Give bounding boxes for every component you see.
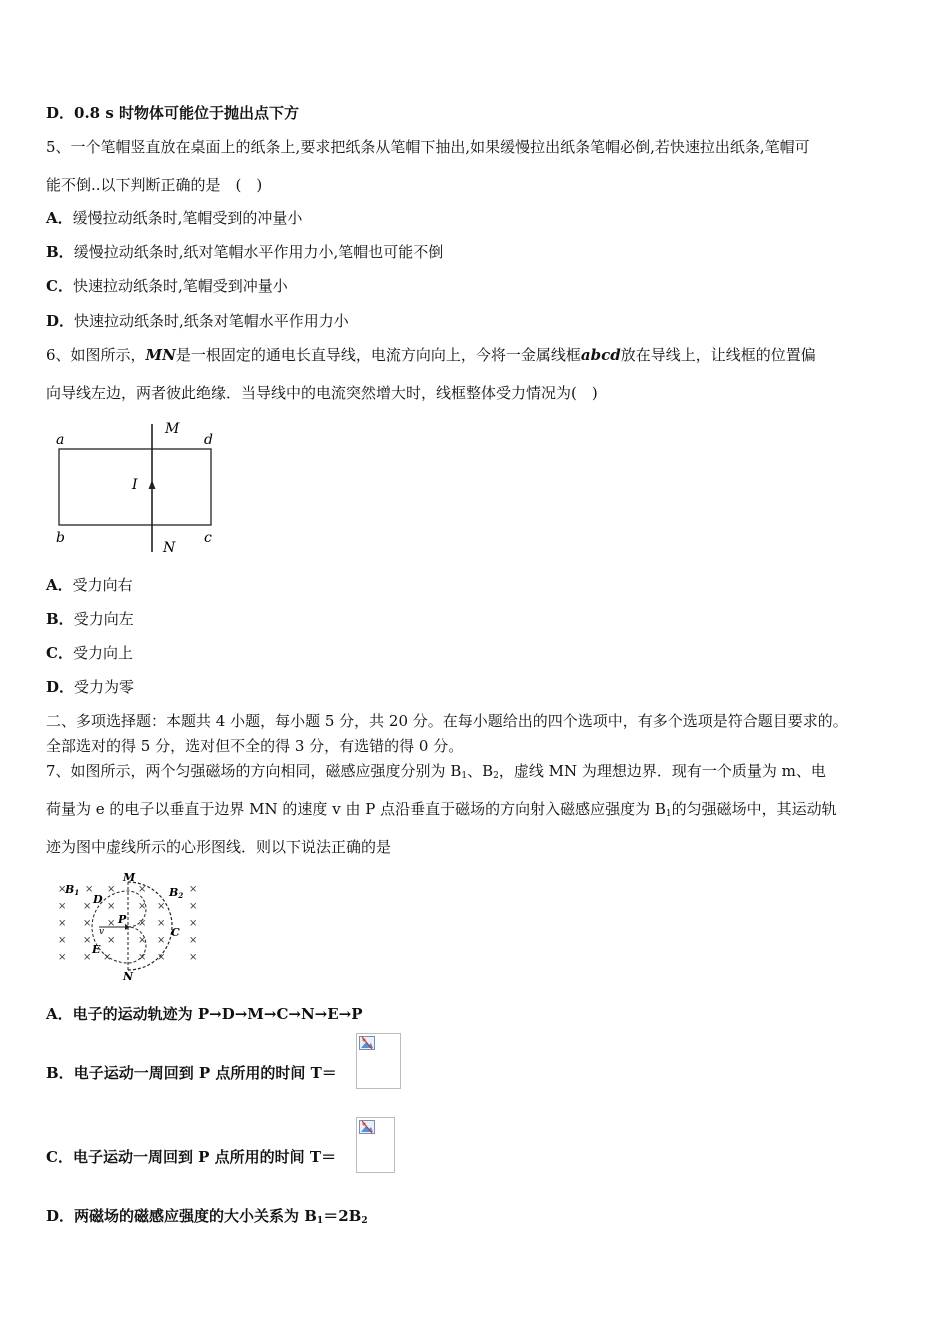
option-text: ＝2B <box>323 1207 362 1225</box>
svg-text:×: × <box>85 884 94 895</box>
label-a: a <box>56 432 65 448</box>
q5-stem-line2: 能不倒..以下判断正确的是 ( ) <box>46 176 263 194</box>
svg-text:×: × <box>138 884 147 895</box>
svg-text:×: × <box>58 935 67 946</box>
option-text: 电子运动一周回到 P 点所用的时间 T＝ <box>73 1064 337 1082</box>
q5-stem-line1: 5、一个笔帽竖直放在桌面上的纸条上,要求把纸条从笔帽下抽出,如果缓慢拉出纸条笔帽必倒,若快速拉出纸条,笔帽可 <box>46 138 810 156</box>
label-d: d <box>204 432 213 448</box>
option-label: A． <box>46 576 73 594</box>
svg-text:×: × <box>189 952 198 963</box>
q7-stem-line1 <box>46 761 826 786</box>
label-e: E <box>92 943 101 956</box>
option-text: 缓慢拉动纸条时,纸对笔帽水平作用力小,笔帽也可能不倒 <box>73 243 444 261</box>
svg-text:×: × <box>103 952 112 963</box>
option-label: A． <box>46 1005 73 1023</box>
q7-stem-part: ，虚线 MN 为理想边界．现有一个质量为 m、电 <box>498 762 826 780</box>
subscript: 1 <box>665 809 672 819</box>
option-text: 受力为零 <box>74 678 135 696</box>
svg-text:×: × <box>107 935 116 946</box>
svg-text:×: × <box>138 952 147 963</box>
broken-image-icon <box>359 1120 375 1134</box>
q5-option-a <box>46 208 302 228</box>
svg-text:×: × <box>58 952 67 963</box>
option-text: 缓慢拉动纸条时,笔帽受到的冲量小 <box>72 209 303 227</box>
svg-text:×: × <box>83 952 92 963</box>
option-text: 快速拉动纸条时,纸条对笔帽水平作用力小 <box>74 312 349 330</box>
svg-text:×: × <box>157 952 166 963</box>
svg-text:×: × <box>107 901 116 912</box>
label-i: I <box>132 477 138 493</box>
q6-option-c <box>46 643 133 663</box>
svg-text:×: × <box>138 935 147 946</box>
label-m: M <box>165 421 180 437</box>
label-p: P <box>118 913 127 926</box>
q7-option-a <box>46 1004 363 1024</box>
subscript: 2 <box>493 771 499 781</box>
q7-stem-part: 7、如图所示，两个匀强磁场的方向相同，磁感应强度分别为 B <box>46 762 462 780</box>
option-label: D． <box>46 678 75 696</box>
option-text: 电子运动一周回到 P 点所用的时间 T＝ <box>72 1148 337 1166</box>
svg-text:×: × <box>157 935 166 946</box>
q7-option-c <box>46 1147 336 1167</box>
option-text: 受力向上 <box>72 644 133 662</box>
label-n: N <box>163 540 176 556</box>
svg-text:×: × <box>189 901 198 912</box>
section2-line2: 全部选对的得 5 分，选对但不全的得 3 分，有选错的得 0 分。 <box>46 737 464 755</box>
svg-text:×: × <box>189 935 198 946</box>
label-b: b <box>56 530 65 546</box>
svg-text:×: × <box>138 901 147 912</box>
option-label: D． <box>46 1207 75 1225</box>
option-label: B． <box>46 1064 74 1082</box>
q7-stem-line3: 迹为图中虚线所示的心形图线．则以下说法正确的是 <box>46 838 392 856</box>
svg-text:×: × <box>83 901 92 912</box>
q6-stem-part: 是一根固定的通电长直导线，电流方向向上，今将一金属线框 <box>175 346 581 364</box>
q6-option-b <box>46 609 134 629</box>
q6-stem-line2: 向导线左边，两者彼此绝缘．当导线中的电流突然增大时，线框整体受力情况为( ) <box>46 384 598 402</box>
section2-line1: 二、多项选择题：本题共 4 小题，每小题 5 分，共 20 分。在每小题给出的四个选项中，有多个选项是符合题目要求的。 <box>46 712 848 730</box>
label-n: N <box>123 970 134 982</box>
svg-text:×: × <box>189 918 198 929</box>
q6-stem-part: 放在导线上，让线框的位置偏 <box>620 346 816 364</box>
q5-option-c <box>46 276 288 296</box>
label-v: v <box>99 927 105 937</box>
svg-text:×: × <box>58 901 67 912</box>
option-label: C． <box>46 644 73 662</box>
option-label: C． <box>46 277 73 295</box>
label-b1: B1 <box>65 883 80 897</box>
option-label: D． <box>46 312 75 330</box>
svg-text:×: × <box>138 918 147 929</box>
option-label: B． <box>46 243 74 261</box>
label-d: D <box>93 893 103 906</box>
label-b2: B2 <box>169 886 184 900</box>
q7-stem-part: 、B <box>467 762 494 780</box>
option-text: 电子的运动轨迹为 P→D→M→C→N→E→P <box>72 1005 363 1023</box>
option-text: 0.8 s 时物体可能位于抛出点下方 <box>74 104 300 122</box>
q6-figure <box>50 418 230 560</box>
q6-option-a <box>46 575 133 595</box>
q6-option-d <box>46 677 134 697</box>
q7-option-b <box>46 1063 337 1083</box>
q5-option-d <box>46 311 349 331</box>
q6-stem-part: 6、如图所示， <box>46 346 146 364</box>
broken-image-icon <box>359 1036 375 1050</box>
q7-stem-part: 荷量为 e 的电子以垂直于边界 MN 的速度 v 由 P 点沿垂直于磁场的方向射入磁感应强度为 B <box>46 800 666 818</box>
svg-text:×: × <box>83 918 92 929</box>
svg-text:×: × <box>58 918 67 929</box>
current-arrow-icon <box>149 480 156 489</box>
option-text: 快速拉动纸条时,笔帽受到冲量小 <box>72 277 288 295</box>
q7-stem-line2 <box>46 799 837 824</box>
subscript: 1 <box>461 771 468 781</box>
subscript: 2 <box>361 1216 368 1226</box>
label-c: C <box>171 926 180 939</box>
q7-option-d <box>46 1206 368 1231</box>
q5-option-b <box>46 242 443 262</box>
svg-text:×: × <box>189 884 198 895</box>
q4-option-d <box>46 103 299 123</box>
svg-text:×: × <box>58 884 67 895</box>
option-label: D． <box>46 104 75 122</box>
label-c: c <box>204 530 212 546</box>
q7-figure <box>55 872 210 982</box>
q6-stem-line1 <box>46 345 816 365</box>
svg-text:×: × <box>157 901 166 912</box>
option-label: C． <box>46 1148 73 1166</box>
field-marks-right <box>138 884 197 963</box>
svg-text:×: × <box>157 918 166 929</box>
formula-image-broken <box>356 1117 395 1173</box>
option-label: B． <box>46 610 74 628</box>
option-text: 受力向右 <box>72 576 133 594</box>
label-m: M <box>123 872 136 884</box>
option-text: 受力向左 <box>73 610 134 628</box>
formula-image-broken <box>356 1033 401 1089</box>
subscript: 1 <box>316 1216 324 1226</box>
option-text: 两磁场的磁感应强度的大小关系为 B <box>74 1207 317 1225</box>
option-label: A． <box>46 209 73 227</box>
q6-mn-symbol: MN <box>145 346 176 364</box>
svg-text:×: × <box>107 884 116 895</box>
q7-stem-part: 的匀强磁场中，其运动轨 <box>671 800 837 818</box>
svg-text:×: × <box>107 918 116 929</box>
q6-abcd-symbol: abcd <box>580 346 621 364</box>
svg-text:×: × <box>83 935 92 946</box>
